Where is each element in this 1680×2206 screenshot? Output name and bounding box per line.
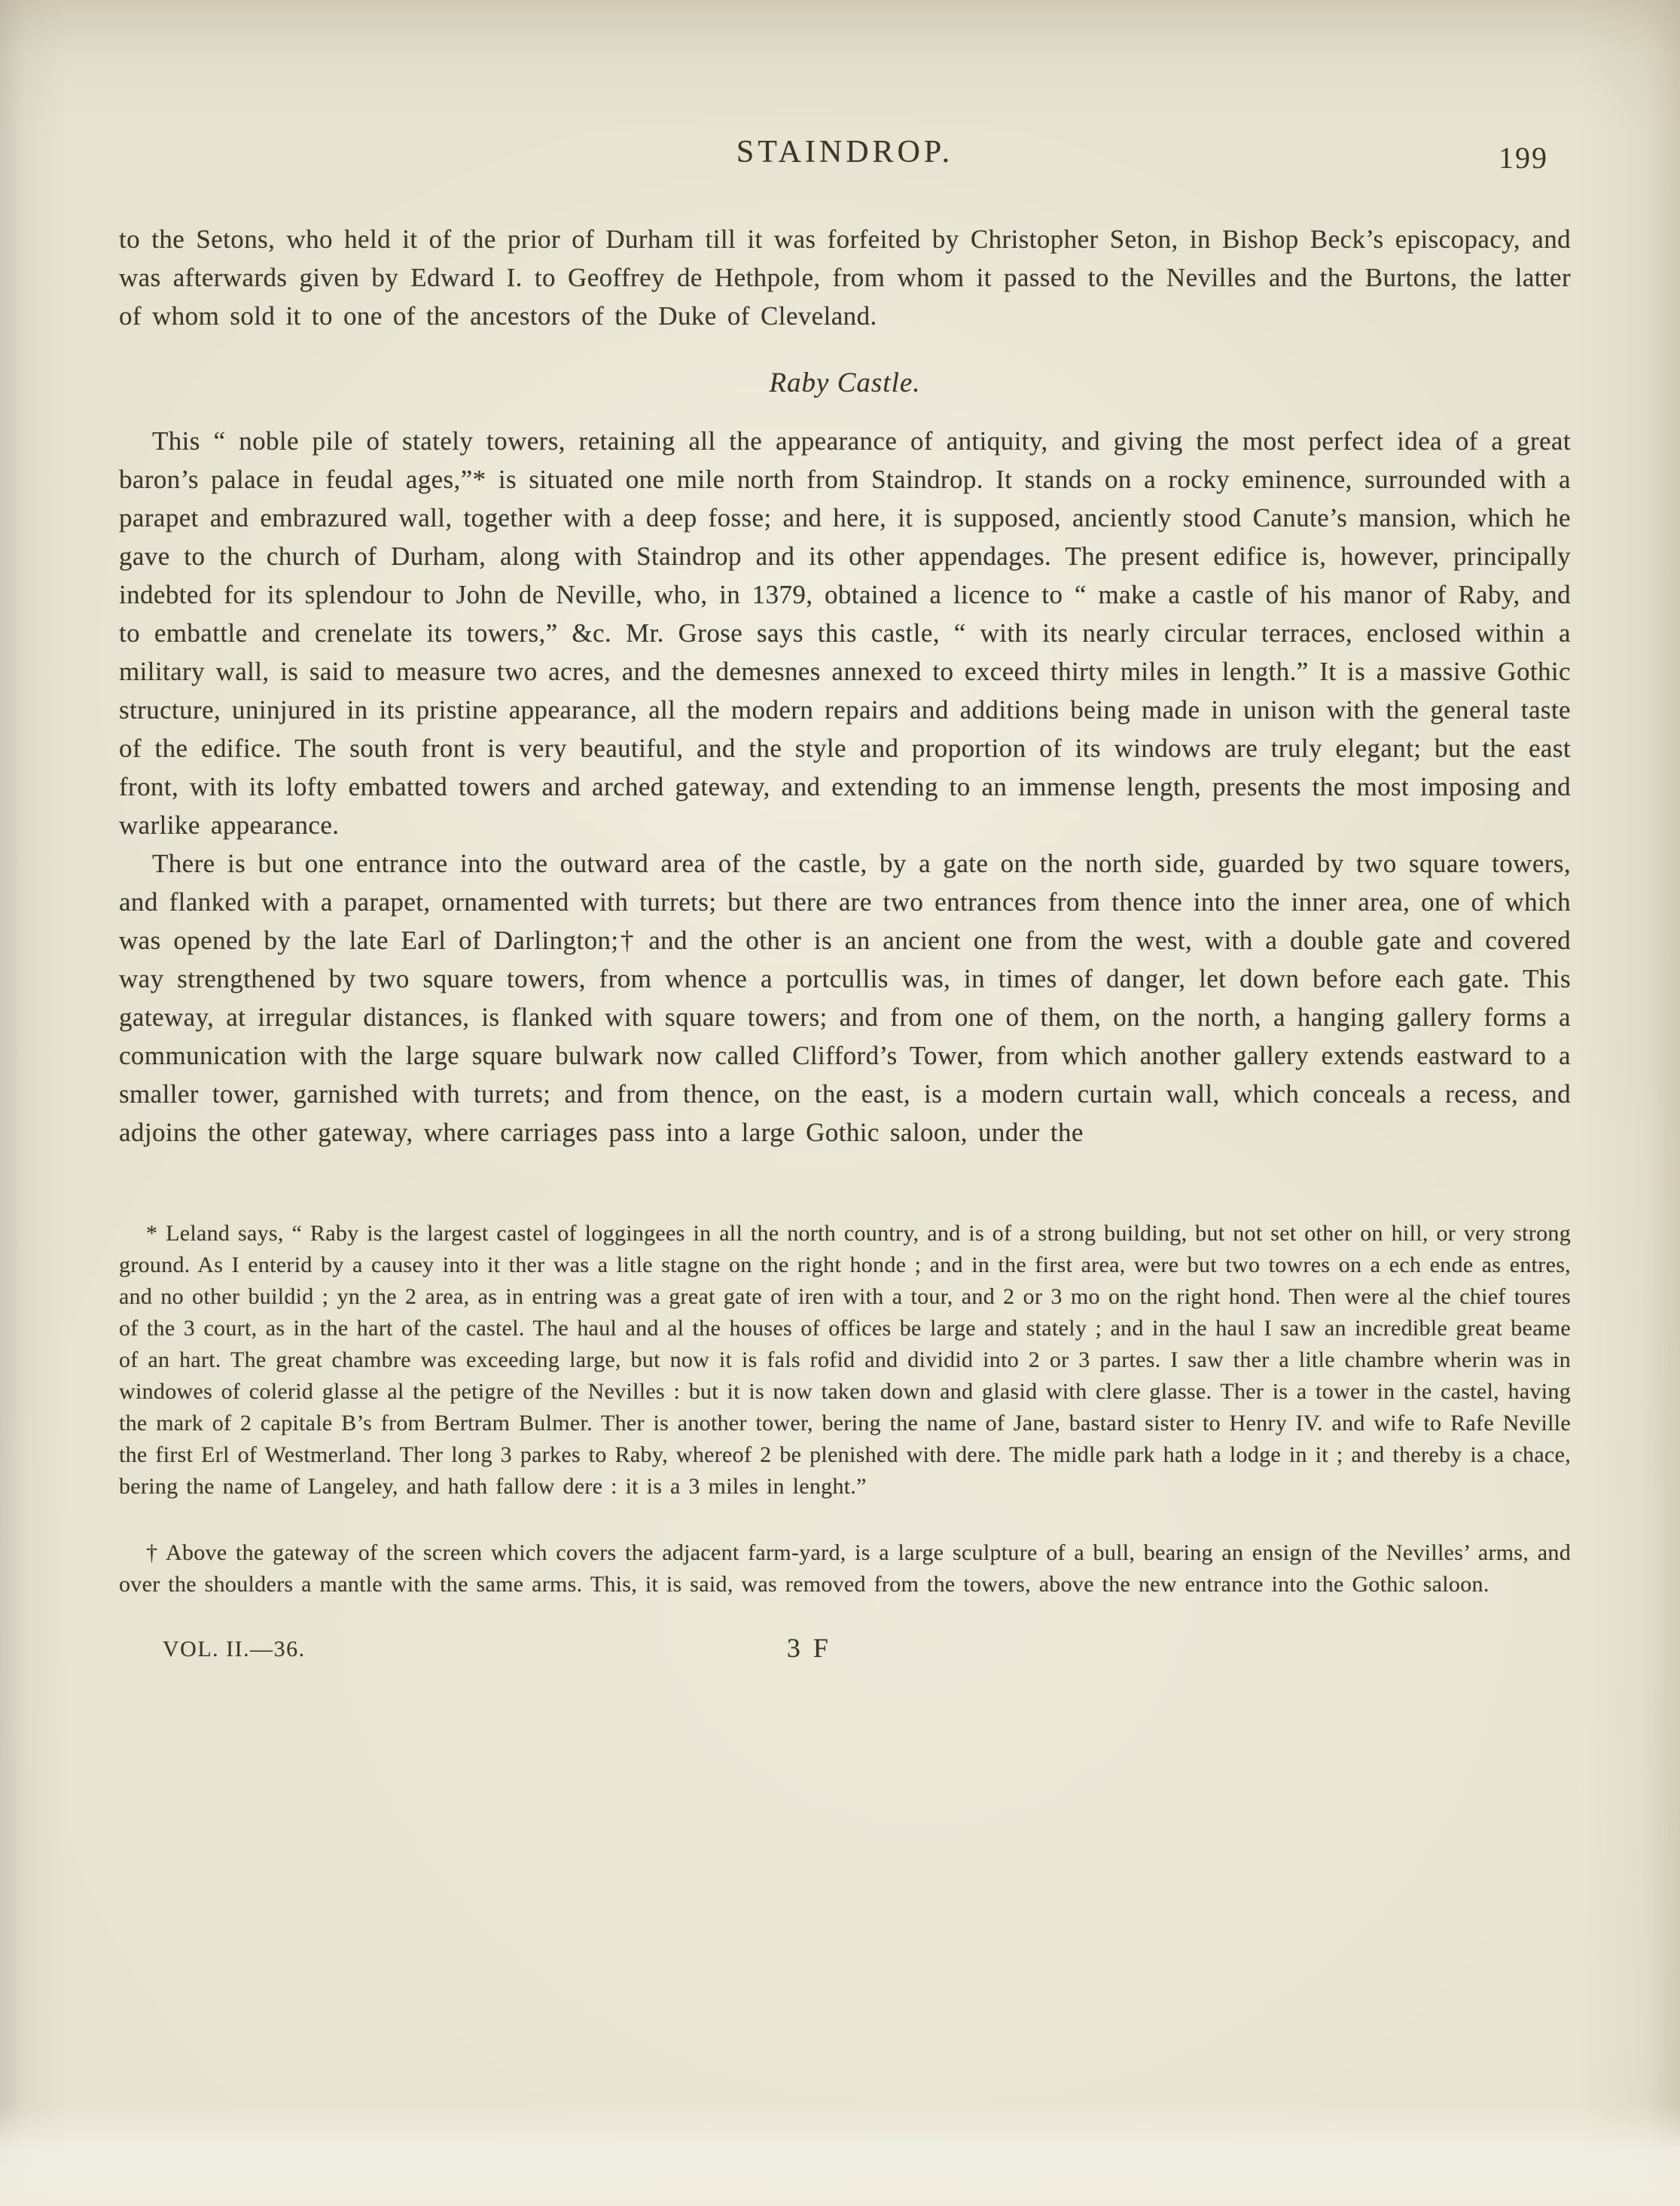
- paragraph-castle-description: This “ noble pile of stately towers, retaining all the appearance of antiquity, and giving the most perfect idea of a great baron’s palace in feudal ages,”* is situated one mile north from Staindrop. It stands on a rocky eminence, surrounded with a parapet and embrazured wall, together with a deep fosse; and here, it is supposed, anciently stood Canute’s mansion, which he gave to the church of Durham, along with Staindrop and its other appendages. The present edifice is, however, principally indebted for its splendour to John de Neville, who, in 1379, obtained a licence to “ make a castle of his manor of Raby, and to embattle and crenelate its towers,” &c. Mr. Grose says this castle, “ with its nearly circular terraces, enclosed within a military wall, is said to measure two acres, and the demesnes annexed to exceed thirty miles in length.” It is a massive Gothic structure, uninjured in its pristine appearance, all the modern repairs and additions being made in unison with the general taste of the edifice. The south front is very beautiful, and the style and proportion of its windows are truly elegant; but the east front, with its lofty embatted towers and arched gateway, and extending to an immense length, presents the most imposing and warlike appearance.: [119, 426, 1571, 840]
- footnote-leland: * Leland says, “ Raby is the largest castel of loggingees in all the north country, and is of a strong building, but not set other on hill, or very strong ground. As I enterid by a causey into it ther was a litle stagne on the right honde ; and in the first area, were but two towres on a ech ende as entres, and no other buildid ; yn the 2 area, as in entring was a great gate of iren with a tour, and 2 or 3 mo on the right hond. Then were al the chief toures of the 3 court, as in the hart of the castel. The haul and al the houses of offices be large and stately ; and in the haul I saw an incredible great beame of an hart. The great chambre was exceeding large, but now it is fals rofid and dividid into 2 or 3 partes. I saw ther a litle chambre wherin was in windowes of colerid glasse al the petigre of the Nevilles : but it is now taken down and glasid with clere glasse. Ther is a tower in the castel, having the mark of 2 capitale B’s from Bertram Bulmer. Ther is another tower, bering the name of Jane, bastard sister to Henry IV. and wife to Rafe Neville the first Erl of Westmerland. Ther long 3 parkes to Raby, whereof 2 be plenished with dere. The midle park hath a lodge in it ; and thereby is a chace, bering the name of Langeley, and hath fallow dere : it is a 3 miles in lenght.”: [119, 1221, 1571, 1499]
- intro-paragraph: to the Setons, who held it of the prior of Durham till it was forfeited by Christopher Seton, in Bishop Beck’s episcopacy, and was afterwards given by Edward I. to Geoffrey de Hethpole, from whom it passed to the Nevilles and the Burtons, the latter of whom sold it to one of the ancestors of the Duke of Cleveland.: [119, 224, 1571, 331]
- page-number: 199: [1499, 141, 1548, 175]
- running-head: [119, 134, 1571, 176]
- paragraph-castle-entrances: There is but one entrance into the outward area of the castle, by a gate on the north side, guarded by two square towers, and flanked with a parapet, ornamented with turrets; but there are two entrances from thence into the inner area, one of which was opened by the late Earl of Darlington;† and the other is an ancient one from the west, with a double gate and covered way strengthened by two square towers, from whence a portcullis was, in times of danger, let down before each gate. This gateway, at irregular distances, is flanked with square towers; and from one of them, on the north, a hanging gallery forms a communication with the large square bulwark now called Clifford’s Tower, from which another gallery extends eastward to a smaller tower, garnished with turrets; and from thence, on the east, is a modern curtain wall, which conceals a recess, and adjoins the other gateway, where carriages pass into a large Gothic saloon, under the: [119, 849, 1571, 1147]
- text-column: [119, 0, 1571, 1670]
- footnote-bull-sculpture: † Above the gateway of the screen which covers the adjacent farm-yard, is a large sculpture of a bull, bearing an ensign of the Nevilles’ arms, and over the shoulders a mantle with the same arms. This, it is said, was removed from the towers, above the new entrance into the Gothic saloon.: [119, 1540, 1571, 1597]
- section-heading-raby-castle: Raby Castle.: [769, 368, 921, 398]
- page-footer: [119, 1632, 1571, 1670]
- volume-label: VOL. II.—36.: [163, 1637, 306, 1661]
- page-title: STAINDROP.: [736, 135, 954, 169]
- footnotes-section: [119, 1218, 1571, 1600]
- page-bottom-edge: [0, 2104, 1680, 2206]
- signature-mark: 3 F: [786, 1633, 831, 1663]
